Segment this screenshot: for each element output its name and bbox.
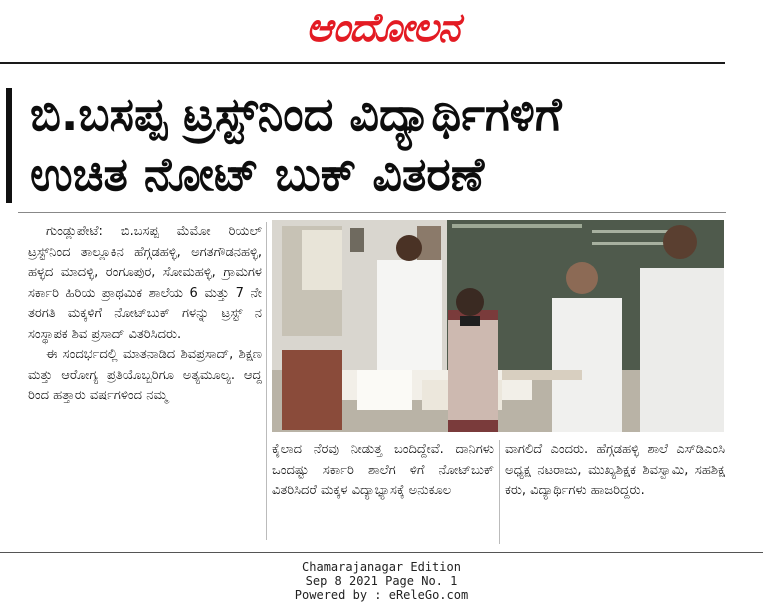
newspaper-logo: ಆಂದೋಲನ [306,5,459,51]
powered-by-label: Powered by : eReleGo.com [294,588,469,602]
date-page-label: Sep 8 2021 Page No. 1 [305,574,458,588]
footer-rule [0,552,763,553]
column-divider [499,440,500,544]
headline-line-2: ಉಚಿತ ನೋಟ್ ಬುಕ್ ವಿತರಣೆ [30,147,485,201]
headline-line-1: ಬಿ.ಬಸಪ್ಪ ಟ್ರಸ್ಟ್‌ನಿಂದ ವಿದ್ಯಾರ್ಥಿಗಳಿಗೆ [30,87,562,141]
photo-illustration [272,220,724,432]
article-left-column [28,222,262,407]
edition-label: Chamarajanagar Edition [302,560,461,574]
masthead [0,0,763,62]
column-divider [266,222,267,540]
headline-rule [18,212,726,213]
headline-accent-bar [6,88,12,203]
masthead-rule [0,62,725,64]
article-paragraph: ಕೈಲಾದ ನೆರವು ನೀಡುತ್ತ ಬಂದಿದ್ದೇವೆ. ದಾನಿಗಳು ಒಂದಷ್ಟು ಸರ್ಕಾರಿ ಶಾಲೆಗ ಳಿಗೆ ನೋಟ್‌ಬುಕ್ ವಿತರಿಸಿದರೆ ಮಕ್ಕಳ ವಿದ್ಯಾಭ್ಯಾಸಕ್ಕೆ ಅನುಕೂಲ [272,442,494,498]
article-paragraph: ವಾಗಲಿದೆ ಎಂದರು. ಹೆಗ್ಗಡಹಳ್ಳಿ ಶಾಲೆ ಎಸ್‌ಡಿಎಂಸಿ ಅಧ್ಯಕ್ಷ ನಟರಾಜು, ಮುಖ್ಯಶಿಕ್ಷಕ ಶಿವಸ್ವಾಮಿ, ಸಹಶಿಕ್ಷ ಕರು, ವಿದ್ಯಾರ್ಥಿಗಳು ಹಾಜರಿದ್ದರು. [505,442,725,498]
article-middle-column [272,440,494,502]
article-right-column [505,440,725,502]
article-paragraph: ಗುಂಡ್ಲುಪೇಟೆ: ಬಿ.ಬಸಪ್ಪ ಮೆಮೋ ರಿಯಲ್ ಟ್ರಸ್ಟ್‌ನಿಂದ ತಾಲ್ಲೂಕಿನ ಹೆಗ್ಗಡಹಳ್ಳಿ, ಅಗತಗೌಡನಹಳ್ಳಿ, ಹಳ್ಳದ ಮಾದಳ್ಳಿ, ರಂಗೂಪುರ, ಸೋಮಹಳ್ಳಿ, ಗ್ರಾಮಗಳ ಸರ್ಕಾರಿ ಹಿರಿಯ ಪ್ರಾಥಮಿಕ ಶಾಲೆಯ 6 ಮತ್ತು 7 ನೇ ತರಗತಿ ಮಕ್ಕಳಿಗೆ ನೋಟ್‌ಬುಕ್ ಗಳನ್ನು ಟ್ರಸ್ಟ್ ನ ಸಂಸ್ಥಾಪಕ ಶಿವ ಪ್ರಸಾದ್ ವಿತರಿಸಿದರು. [28,224,262,342]
article-photo [272,220,724,432]
headline [30,84,730,204]
page-footer [0,560,763,602]
article-paragraph: ಈ ಸಂದರ್ಭದಲ್ಲಿ ಮಾತನಾಡಿದ ಶಿವಪ್ರಸಾದ್, ಶಿಕ್ಷಣ ಮತ್ತು ಆರೋಗ್ಯ ಪ್ರತಿಯೊಬ್ಬರಿಗೂ ಅತ್ಯಮೂಲ್ಯ. ಆದ್ದ ರಿಂದ ಹತ್ತಾರು ವರ್ಷಗಳಿಂದ ನಮ್ಮ [28,347,262,403]
